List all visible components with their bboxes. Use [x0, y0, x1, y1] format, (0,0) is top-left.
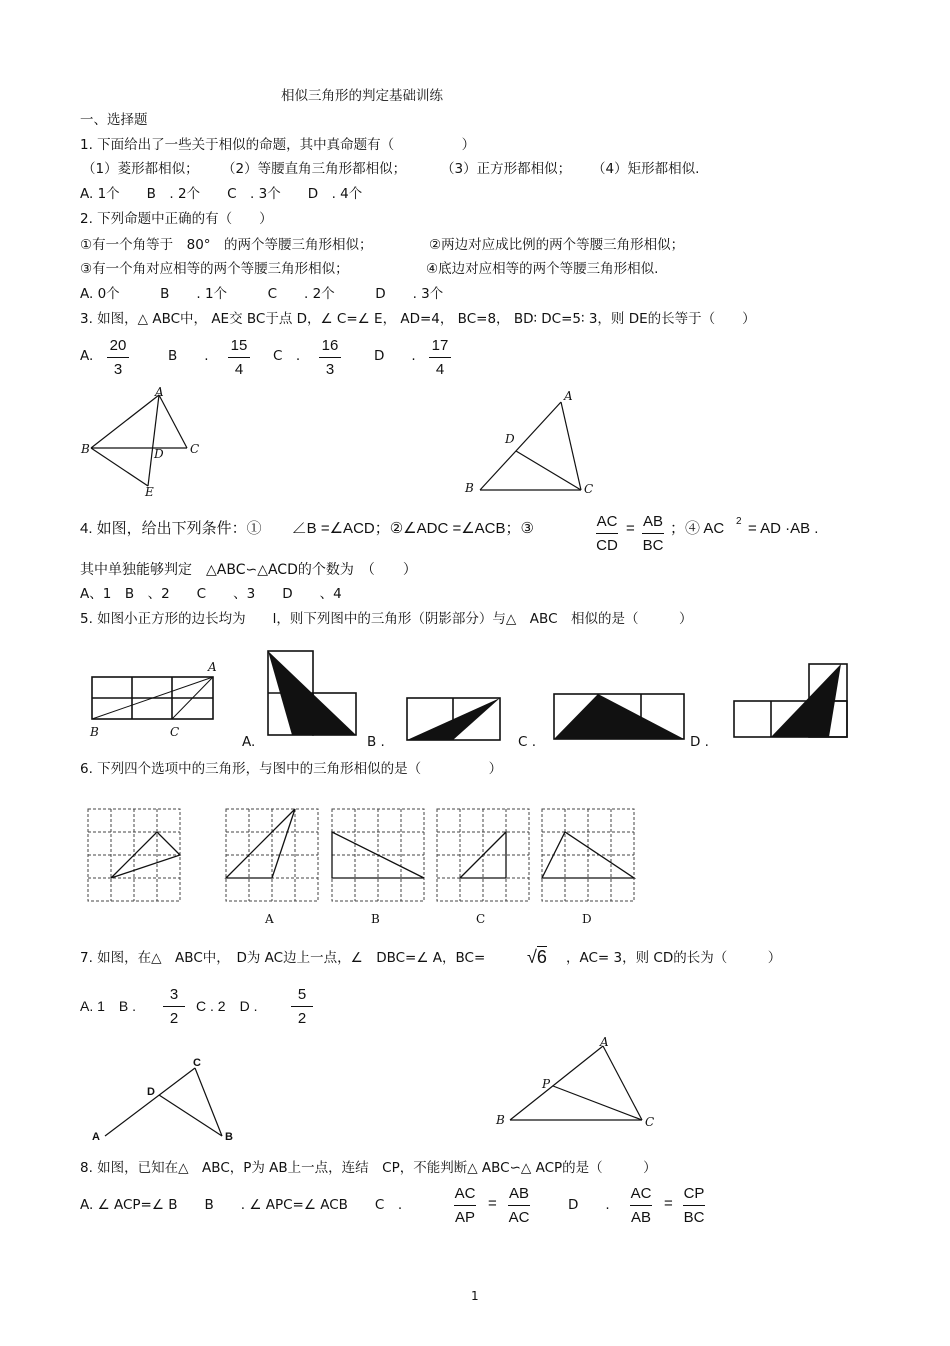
vertex-label-e: E [145, 485, 154, 499]
grid-label-a: A [208, 660, 217, 674]
vertex-label-c: C [193, 1057, 201, 1069]
vertex-label-c: C [190, 442, 200, 456]
q8-fraction-c2: AB AC [508, 1185, 530, 1226]
q4-fraction-1: AC CD [596, 513, 618, 554]
q3-fraction-c: 16 3 [319, 337, 341, 379]
vertex-label-d: D [505, 432, 515, 446]
q5-option-b: B . [367, 734, 385, 750]
q5-stem: 5. 如图小正方形的边长均为 l，则下列图中的三角形（阴影部分）与△ ABC 相似的是（ ） [80, 611, 693, 627]
q4-options: A、1 B 、2 C 、3 D 、4 [80, 586, 342, 602]
vertex-label-c: C [584, 482, 594, 496]
q4-stem-part1: 4. 如图，给出下列条件：① ∠B =∠ACD；②∠ADC =∠ACB；③ [80, 520, 534, 537]
q6-reference-grid [88, 809, 183, 904]
q5-option-c: C . [518, 734, 537, 750]
q1-options: A. 1个 B . 2个 C . 3个 D . 4个 [80, 186, 363, 202]
vertex-label-a: A [92, 1131, 100, 1143]
vertex-label-b: B [465, 481, 474, 495]
vertex-label-p: P [542, 1077, 551, 1091]
q5-reference-grid [84, 655, 224, 745]
q1-item: （3）正方形都相似； [441, 161, 572, 177]
q3-option-c: C . [273, 348, 301, 364]
page-title: 相似三角形的判定基础训练 [281, 88, 443, 104]
grid-label-c: C [170, 725, 180, 739]
vertex-label-c: C [645, 1115, 655, 1129]
q2-item: ②两边对应成比例的两个等腰三角形相似； [429, 237, 685, 253]
q8-fraction-d2: CP BC [683, 1185, 705, 1226]
section-heading: 一、选择题 [80, 112, 148, 128]
q8-options-ab: A. ∠ ACP=∠ B B . ∠ APC=∠ ACB C . [80, 1197, 403, 1213]
vertex-label-b: B [496, 1113, 505, 1127]
q3-option-a: A. [80, 348, 94, 364]
q5-option-b-figure [401, 692, 506, 744]
q6-option-d-grid [542, 809, 637, 904]
page-number: 1 [471, 1289, 479, 1303]
q3-fraction-d: 17 4 [429, 337, 451, 379]
q7-options-b: C . 2 D . [196, 998, 258, 1014]
q7-triangle-figure [88, 1050, 248, 1145]
q7-fraction-b: 3 2 [163, 986, 185, 1028]
q6-label-c: C [476, 912, 486, 926]
vertex-label-d: D [154, 447, 164, 461]
q7-sqrt: √6 [527, 947, 547, 967]
vertex-label-d: D [147, 1086, 155, 1098]
q4-triangle-figure [460, 386, 610, 501]
q8-fraction-d1: AC AB [630, 1185, 652, 1226]
vertex-label-b: B [225, 1131, 233, 1143]
q6-option-c-grid [437, 809, 532, 904]
vertex-label-a: A [155, 385, 164, 399]
q7-options-a: A. 1 B . [80, 998, 137, 1014]
q4-stem-part3: = AD ·AB . [748, 520, 819, 537]
q6-label-b: B [371, 912, 380, 926]
q8-triangle-figure [490, 1036, 665, 1136]
q5-option-d-figure [728, 658, 853, 744]
q4-stem-part2: ；④ AC [670, 520, 725, 537]
q5-option-a-figure [262, 647, 362, 742]
vertex-label-a: A [564, 389, 573, 403]
q5-option-a: A. [242, 734, 256, 750]
q3-option-b: B . [168, 348, 209, 364]
q1-item: （2）等腰直角三角形都相似； [222, 161, 407, 177]
q2-stem: 2. 下列命题中正确的有（ ） [80, 211, 273, 227]
q7-fraction-d: 5 2 [291, 986, 313, 1028]
q3-stem: 3. 如图，△ ABC中， AE交 BC于点 D，∠ C=∠ E， AD=4， BC=8， BD∶ DC=5∶ 3，则 DE的长等于（ ） [80, 311, 756, 327]
q5-option-c-figure [548, 688, 688, 748]
q1-item: （4）矩形都相似. [592, 161, 700, 177]
q8-stem: 8. 如图，已知在△ ABC，P为 AB上一点，连结 CP，不能判断△ ABC∽△ ACP的是（ ） [80, 1160, 657, 1176]
q1-item: （1）菱形都相似； [82, 161, 199, 177]
q3-triangle-figure [78, 386, 208, 501]
q4-exponent: 2 [736, 516, 742, 527]
q6-option-a-grid [226, 809, 321, 904]
q2-item: ③有一个角对应相等的两个等腰三角形相似； [80, 261, 349, 277]
q2-item: ④底边对应相等的两个等腰三角形相似. [426, 261, 659, 277]
q2-options: A. 0个 B . 1个 C . 2个 D . 3个 [80, 286, 444, 302]
grid-label-b: B [90, 725, 99, 739]
q6-option-b-grid [332, 809, 427, 904]
q1-stem: 1. 下面给出了一些关于相似的命题，其中真命题有（ ） [80, 137, 476, 153]
q7-stem-part2: ，AC= 3，则 CD的长为（ ） [566, 950, 782, 966]
q8-option-d: D . [568, 1197, 610, 1213]
q6-label-a: A [265, 912, 274, 926]
q2-item: ①有一个角等于 80° 的两个等腰三角形相似； [80, 237, 373, 253]
q8-fraction-c1: AC AP [454, 1185, 476, 1226]
vertex-label-b: B [81, 442, 90, 456]
q6-label-d: D [582, 912, 592, 926]
q7-stem-part1: 7. 如图，在△ ABC中， D为 AC边上一点，∠ DBC=∠ A，BC= [80, 950, 486, 966]
q3-option-d: D . [374, 348, 416, 364]
q5-option-d: D . [690, 734, 709, 750]
vertex-label-a: A [600, 1035, 609, 1049]
q4-question-line: 其中单独能够判定 △ABC∽△ACD的个数为 （ ） [80, 562, 417, 578]
q3-fraction-a: 20 3 [107, 337, 129, 379]
q4-fraction-2: AB BC [642, 513, 664, 554]
q3-fraction-b: 15 4 [228, 337, 250, 379]
q6-stem: 6. 下列四个选项中的三角形，与图中的三角形相似的是（ ） [80, 761, 503, 777]
